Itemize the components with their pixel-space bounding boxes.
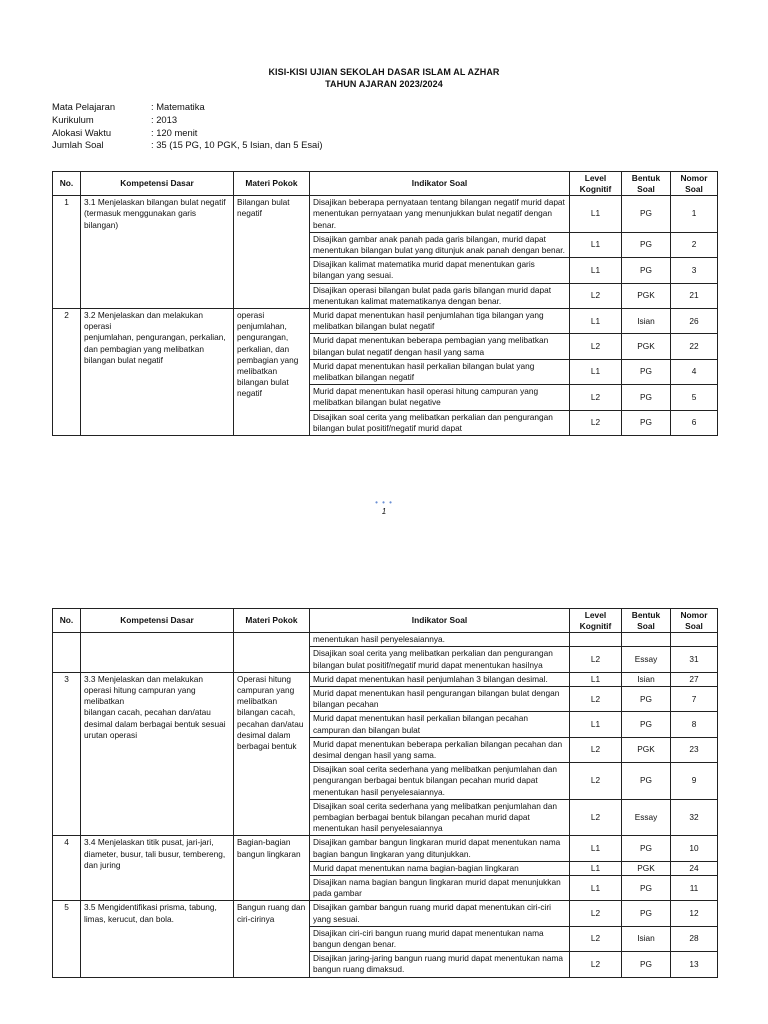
cell-no: 3	[53, 672, 81, 836]
cell-level: L1	[570, 861, 622, 875]
cell-no	[53, 633, 81, 673]
cell-indikator: Disajikan kalimat matematika murid dapat menentukan garis bilangan yang sesuai.	[310, 258, 570, 283]
cell-level: L1	[570, 712, 622, 737]
cell-indikator: Disajikan gambar anak panah pada garis bilangan, murid dapat menentukan bilangan bulat yang ditunjuk anak panah dengan benar.	[310, 232, 570, 257]
cell-kompetensi-dasar: 3.1 Menjelaskan bilangan bulat negatif (termasuk menggunakan garis bilangan)	[81, 196, 234, 309]
table-row	[53, 196, 718, 233]
cell-level: L2	[570, 283, 622, 308]
cell-kompetensi-dasar: 3.4 Menjelaskan titik pusat, jari-jari, diameter, busur, tali busur, tembereng, dan juring	[81, 836, 234, 901]
cell-indikator: Disajikan soal cerita yang melibatkan perkalian dan pengurangan bilangan bulat positif/negatif murid dapat menentukan hasilnya	[310, 647, 570, 672]
cell-nomor: 11	[671, 876, 718, 901]
cell-indikator: Murid dapat menentukan hasil penjumlahan tiga bilangan yang melibatkan bilangan bulat negatif	[310, 309, 570, 334]
cell-indikator: Murid dapat menentukan hasil perkalian bilangan bulat yang melibatkan bilangan negatif	[310, 359, 570, 384]
cell-bentuk: Isian	[622, 309, 671, 334]
cell-materi-pokok: Bagian-bagian bangun lingkaran	[234, 836, 310, 901]
cell-materi-pokok: operasi penjumlahan, pengurangan, perkalian, dan pembagian yang melibatkan bilangan bulat negatif	[234, 309, 310, 436]
cell-indikator: Murid dapat menentukan hasil perkalian bilangan pecahan campuran dan bilangan bulat	[310, 712, 570, 737]
info-label: Jumlah Soal	[52, 139, 104, 151]
kisi-kisi-table-continued	[52, 608, 718, 978]
cell-kompetensi-dasar: 3.2 Menjelaskan dan melakukan operasi penjumlahan, pengurangan, perkalian, dan pembagian yang melibatkan bilangan bulat negatif	[81, 309, 234, 436]
cell-indikator: Disajikan jaring-jaring bangun ruang murid dapat menentukan nama bangun ruang dimaksud.	[310, 952, 570, 977]
col-header-kompetensi-dasar: Kompetensi Dasar	[81, 609, 234, 633]
document-subtitle: TAHUN AJARAN 2023/2024	[325, 79, 443, 89]
cell-bentuk: PG	[622, 876, 671, 901]
cell-nomor	[671, 633, 718, 647]
cell-bentuk: PG	[622, 712, 671, 737]
cell-no: 1	[53, 196, 81, 309]
cell-indikator: Murid dapat menentukan nama bagian-bagian lingkaran	[310, 861, 570, 875]
cell-nomor: 7	[671, 687, 718, 712]
cell-no: 2	[53, 309, 81, 436]
cell-nomor: 28	[671, 926, 718, 951]
cell-nomor: 6	[671, 410, 718, 435]
cell-nomor: 5	[671, 385, 718, 410]
page-number	[374, 498, 394, 516]
cell-level: L1	[570, 258, 622, 283]
info-row	[52, 127, 322, 140]
info-row	[52, 101, 322, 114]
cell-bentuk: PG	[622, 359, 671, 384]
cell-indikator: Disajikan ciri-ciri bangun ruang murid dapat menentukan nama bangun dengan benar.	[310, 926, 570, 951]
cell-bentuk: PGK	[622, 283, 671, 308]
cell-bentuk: PG	[622, 385, 671, 410]
cell-nomor: 3	[671, 258, 718, 283]
cell-level: L2	[570, 385, 622, 410]
cell-nomor: 21	[671, 283, 718, 308]
cell-materi-pokok: Bilangan bulat negatif	[234, 196, 310, 309]
cell-nomor: 27	[671, 672, 718, 686]
cell-nomor: 4	[671, 359, 718, 384]
col-header-no: No.	[53, 609, 81, 633]
cell-level: L2	[570, 737, 622, 762]
kisi-kisi-table	[52, 171, 718, 436]
cell-bentuk: PGK	[622, 334, 671, 359]
cell-indikator: Disajikan gambar bangun lingkaran murid dapat menentukan nama bagian bangun lingkaran yang ditunjukkan.	[310, 836, 570, 861]
cell-nomor: 13	[671, 952, 718, 977]
cell-level: L2	[570, 647, 622, 672]
cell-indikator: Disajikan beberapa pernyataan tentang bilangan negatif murid dapat menentukan pernyataan yang menunjukkan bulat negatif dengan benar.	[310, 196, 570, 233]
cell-level: L2	[570, 687, 622, 712]
info-value: : 2013	[151, 113, 178, 125]
cell-level	[570, 633, 622, 647]
col-header-level-kognitif: Level Kognitif	[570, 172, 622, 196]
cell-bentuk: Isian	[622, 926, 671, 951]
cell-level: L2	[570, 334, 622, 359]
page-number-label: 1	[381, 507, 387, 516]
cell-no: 4	[53, 836, 81, 901]
col-header-bentuk-soal: Bentuk Soal	[622, 172, 671, 196]
info-row	[52, 114, 322, 127]
col-header-kompetensi-dasar: Kompetensi Dasar	[81, 172, 234, 196]
cell-indikator: Disajikan soal cerita sederhana yang melibatkan penjumlahan dan pengurangan berbagai bentuk bilangan pecahan murid dapat menentukan hasil penyelesaiannya.	[310, 763, 570, 800]
cell-nomor: 23	[671, 737, 718, 762]
cell-nomor: 2	[671, 232, 718, 257]
table-row	[53, 672, 718, 686]
cell-level: L1	[570, 309, 622, 334]
cell-level: L1	[570, 672, 622, 686]
table-row	[53, 309, 718, 334]
col-header-materi-pokok: Materi Pokok	[234, 172, 310, 196]
cell-indikator: Murid dapat menentukan hasil operasi hitung campuran yang melibatkan bilangan bulat negative	[310, 385, 570, 410]
cell-bentuk: PG	[622, 836, 671, 861]
col-header-indikator-soal: Indikator Soal	[310, 609, 570, 633]
table-header-row	[53, 172, 718, 196]
cell-nomor: 31	[671, 647, 718, 672]
table-header-row	[53, 609, 718, 633]
info-label: Alokasi Waktu	[52, 126, 112, 138]
table-row	[53, 633, 718, 647]
cell-level: L1	[570, 836, 622, 861]
cell-indikator: Murid dapat menentukan beberapa pembagian yang melibatkan bilangan bulat negatif dengan hasil yang sama	[310, 334, 570, 359]
cell-nomor: 26	[671, 309, 718, 334]
info-label: Mata Pelajaran	[52, 101, 116, 112]
document-page-2	[0, 608, 768, 1024]
cell-indikator: Murid dapat menentukan beberapa perkalian bilangan pecahan dan desimal dengan hasil yang sama.	[310, 737, 570, 762]
cell-nomor: 1	[671, 196, 718, 233]
cell-no: 5	[53, 901, 81, 977]
cell-level: L2	[570, 763, 622, 800]
cell-indikator: Murid dapat menentukan hasil pengurangan bilangan bulat dengan bilangan pecahan	[310, 687, 570, 712]
cell-bentuk: PG	[622, 258, 671, 283]
cell-indikator: Murid dapat menentukan hasil penjumlahan 3 bilangan desimal.	[310, 672, 570, 686]
cell-kompetensi-dasar	[81, 633, 234, 673]
cell-bentuk: PG	[622, 196, 671, 233]
col-header-nomor-soal: Nomor Soal	[671, 609, 718, 633]
info-row	[52, 139, 322, 152]
col-header-level-kognitif: Level Kognitif	[570, 609, 622, 633]
cell-nomor: 8	[671, 712, 718, 737]
cell-bentuk: PGK	[622, 861, 671, 875]
cell-level: L1	[570, 359, 622, 384]
cell-bentuk: Essay	[622, 647, 671, 672]
cell-bentuk: PG	[622, 687, 671, 712]
cell-nomor: 24	[671, 861, 718, 875]
cell-indikator: menentukan hasil penyelesaiannya.	[310, 633, 570, 647]
col-header-materi-pokok: Materi Pokok	[234, 609, 310, 633]
cell-bentuk: PG	[622, 410, 671, 435]
cell-kompetensi-dasar: 3.3 Menjelaskan dan melakukan operasi hitung campuran yang melibatkan bilangan cacah, pecahan dan/atau desimal dalam berbagai bentuk sesuai urutan operasi	[81, 672, 234, 836]
cell-bentuk: PG	[622, 232, 671, 257]
cell-bentuk: Essay	[622, 799, 671, 836]
cell-indikator: Disajikan soal cerita sederhana yang melibatkan penjumlahan dan pembagian berbagai bentuk bilangan pecahan murid dapat menentukan hasil penyelesaiannya	[310, 799, 570, 836]
cell-materi-pokok	[234, 633, 310, 673]
cell-level: L1	[570, 876, 622, 901]
document-title: KISI-KISI UJIAN SEKOLAH DASAR ISLAM AL AZHAR	[268, 67, 500, 77]
info-value: : 35 (15 PG, 10 PGK, 5 Isian, dan 5 Esai)	[151, 139, 323, 151]
cell-level: L2	[570, 410, 622, 435]
info-label: Kurikulum	[52, 113, 94, 125]
cell-bentuk: Isian	[622, 672, 671, 686]
info-value: : 120 menit	[151, 126, 198, 138]
cell-nomor: 10	[671, 836, 718, 861]
cell-nomor: 9	[671, 763, 718, 800]
cell-bentuk	[622, 633, 671, 647]
cell-level: L2	[570, 926, 622, 951]
cell-kompetensi-dasar: 3.5 Mengidentifikasi prisma, tabung, limas, kerucut, dan bola.	[81, 901, 234, 977]
page-dots: • • •	[375, 498, 393, 507]
cell-level: L1	[570, 232, 622, 257]
col-header-no: No.	[53, 172, 81, 196]
table-row	[53, 836, 718, 861]
table-row	[53, 901, 718, 926]
cell-indikator: Disajikan nama bagian bangun lingkaran murid dapat menunjukkan pada gambar	[310, 876, 570, 901]
cell-level: L1	[570, 196, 622, 233]
col-header-nomor-soal: Nomor Soal	[671, 172, 718, 196]
cell-nomor: 22	[671, 334, 718, 359]
cell-level: L2	[570, 952, 622, 977]
cell-materi-pokok: Bangun ruang dan ciri-cirinya	[234, 901, 310, 977]
cell-nomor: 32	[671, 799, 718, 836]
cell-bentuk: PG	[622, 901, 671, 926]
exam-info	[52, 101, 322, 152]
col-header-bentuk-soal: Bentuk Soal	[622, 609, 671, 633]
cell-nomor: 12	[671, 901, 718, 926]
cell-bentuk: PG	[622, 952, 671, 977]
cell-level: L2	[570, 901, 622, 926]
cell-indikator: Disajikan operasi bilangan bulat pada garis bilangan murid dapat menentukan kalimat matematikanya dengan benar.	[310, 283, 570, 308]
cell-indikator: Disajikan soal cerita yang melibatkan perkalian dan pengurangan bilangan bulat positif/negatif murid dapat	[310, 410, 570, 435]
cell-materi-pokok: Operasi hitung campuran yang melibatkan bilangan cacah, pecahan dan/atau desimal dalam berbagai bentuk	[234, 672, 310, 836]
info-value: : Matematika	[151, 101, 205, 112]
cell-indikator: Disajikan gambar bangun ruang murid dapat menentukan ciri-ciri yang sesuai.	[310, 901, 570, 926]
cell-bentuk: PGK	[622, 737, 671, 762]
cell-level: L2	[570, 799, 622, 836]
col-header-indikator-soal: Indikator Soal	[310, 172, 570, 196]
cell-bentuk: PG	[622, 763, 671, 800]
